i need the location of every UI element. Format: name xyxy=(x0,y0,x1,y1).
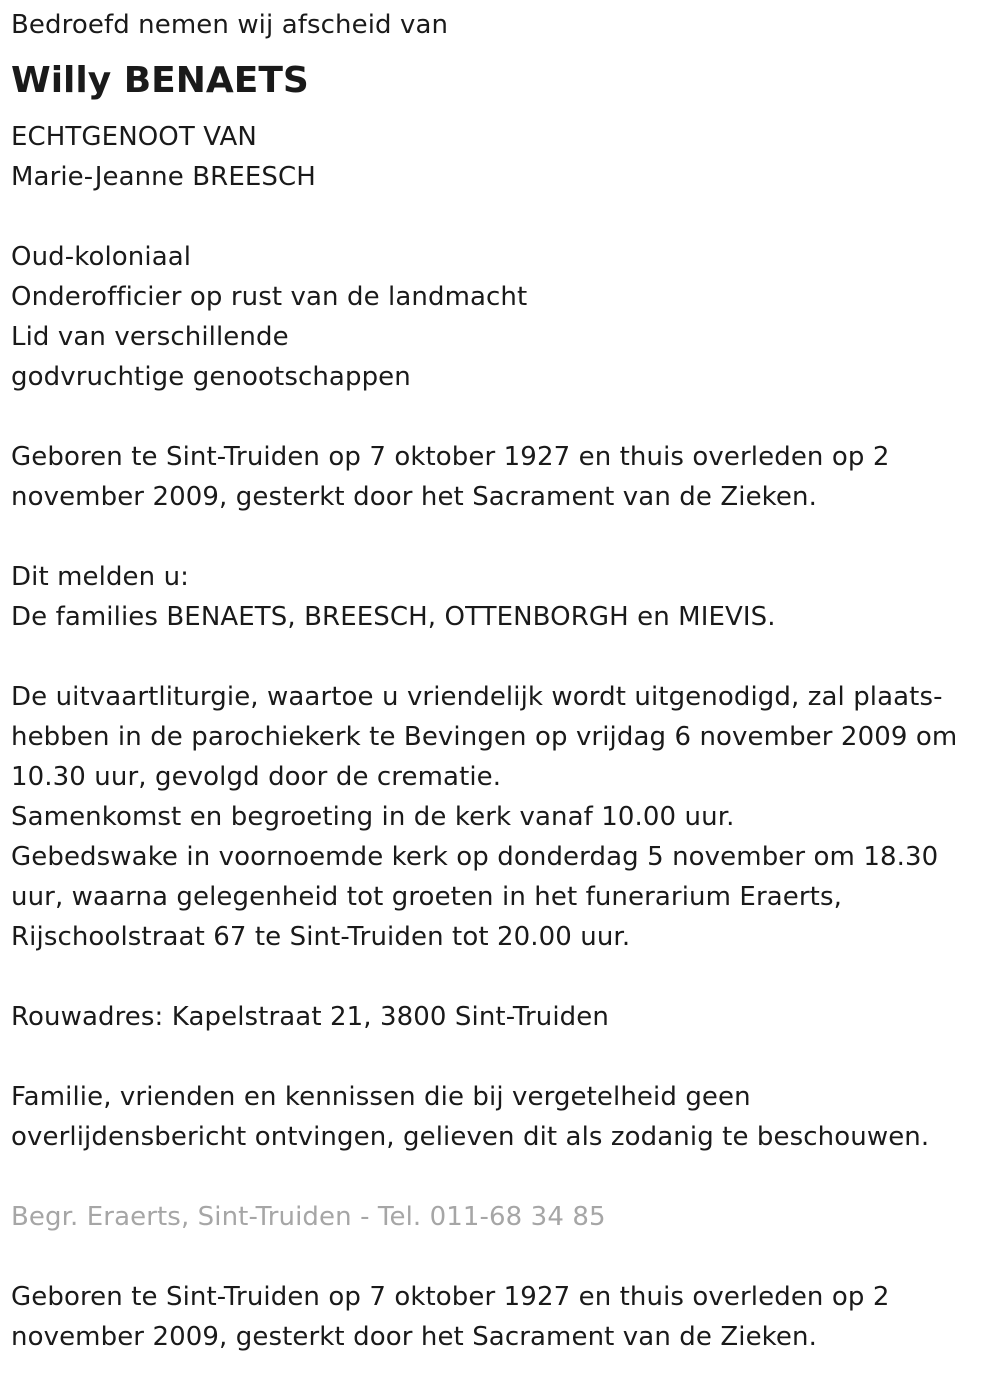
title-line: Lid van verschillende xyxy=(11,322,289,352)
spacer xyxy=(11,197,986,237)
spouse-name: Marie-Jeanne BREESCH xyxy=(11,162,316,192)
spacer xyxy=(11,1237,986,1277)
funeral-line: uur, waarna gelegenheid tot groeten in het funerarium Eraerts, xyxy=(11,882,842,912)
birth-death-line: november 2009, gesterkt door het Sacrament van de Zieken. xyxy=(11,482,817,512)
announcers-label: Dit melden u: xyxy=(11,562,190,592)
obituary-notice xyxy=(11,0,986,1357)
undertaker-info: Begr. Eraerts, Sint-Truiden - Tel. 011-68 34 85 xyxy=(11,1202,606,1232)
birth-death-repeat-line: november 2009, gesterkt door het Sacrament van de Zieken. xyxy=(11,1322,817,1352)
funeral-line: Gebedswake in voornoemde kerk op donderdag 5 november om 18.30 xyxy=(11,842,939,872)
spacer xyxy=(11,637,986,677)
spacer xyxy=(11,957,986,997)
title-line: godvruchtige genootschappen xyxy=(11,362,411,392)
birth-death-line: Geboren te Sint-Truiden op 7 oktober 1927 en thuis overleden op 2 xyxy=(11,442,890,472)
mourning-address: Rouwadres: Kapelstraat 21, 3800 Sint-Truiden xyxy=(11,1002,609,1032)
title-line: Onderofficier op rust van de landmacht xyxy=(11,282,528,312)
spacer xyxy=(11,397,986,437)
funeral-line: 10.30 uur, gevolgd door de crematie. xyxy=(11,762,502,792)
funeral-line: Samenkomst en begroeting in de kerk vanaf 10.00 uur. xyxy=(11,802,735,832)
relation-text: ECHTGENOOT VAN xyxy=(11,122,257,152)
funeral-line: Rijschoolstraat 67 te Sint-Truiden tot 20.00 uur. xyxy=(11,922,631,952)
spacer xyxy=(11,1157,986,1197)
notice-line: overlijdensbericht ontvingen, gelieven dit als zodanig te beschouwen. xyxy=(11,1122,930,1152)
funeral-line: De uitvaartliturgie, waartoe u vriendelijk wordt uitgenodigd, zal plaats- xyxy=(11,682,943,712)
notice-line: Familie, vrienden en kennissen die bij vergetelheid geen xyxy=(11,1082,751,1112)
spacer xyxy=(11,1037,986,1077)
funeral-line: hebben in de parochiekerk te Bevingen op vrijdag 6 november 2009 om xyxy=(11,722,958,752)
deceased-name: Willy BENAETS xyxy=(11,60,309,101)
intro-text: Bedroefd nemen wij afscheid van xyxy=(11,10,449,40)
birth-death-repeat-line: Geboren te Sint-Truiden op 7 oktober 1927 en thuis overleden op 2 xyxy=(11,1282,890,1312)
title-line: Oud-koloniaal xyxy=(11,242,192,272)
spacer xyxy=(11,517,986,557)
announcers-families: De families BENAETS, BREESCH, OTTENBORGH en MIEVIS. xyxy=(11,602,776,632)
